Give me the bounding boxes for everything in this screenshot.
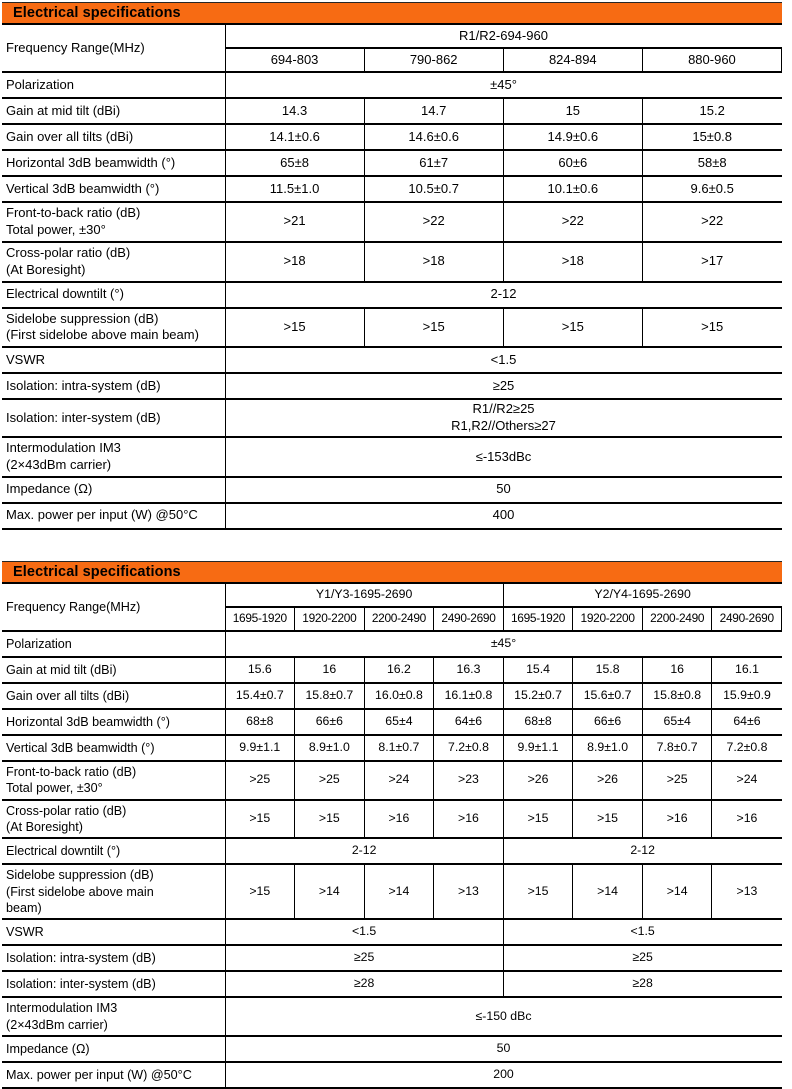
spec-value-cell: 15: [503, 98, 642, 124]
spec-value-cell: >22: [503, 202, 642, 242]
spec-value-cell: <1.5: [503, 919, 781, 945]
spec-value-cell: >26: [573, 761, 643, 800]
spec-value-cell: ≥25: [225, 373, 782, 399]
spec-row: [2, 373, 782, 399]
spec-value-cell: 200: [225, 1062, 782, 1088]
row-label: Vertical 3dB beamwidth (°): [2, 176, 225, 202]
spec-value-cell: 2-12: [225, 282, 782, 308]
spec-value-cell: 16.3: [434, 657, 504, 683]
spec-value-cell: 58±8: [642, 150, 781, 176]
frequency-subrange-cell: 880-960: [642, 48, 781, 72]
spec-value-cell: 16.1: [712, 657, 782, 683]
row-label: Impedance (Ω): [2, 1036, 225, 1062]
spec-row: [2, 437, 782, 477]
row-label: Electrical downtilt (°): [2, 838, 225, 864]
row-label: Horizontal 3dB beamwidth (°): [2, 150, 225, 176]
spec-row: [2, 838, 782, 864]
spec-row: [2, 399, 782, 437]
electrical-specifications-section-1: [2, 2, 782, 530]
spec-value-cell: 16.1±0.8: [434, 683, 504, 709]
frequency-group-cell: R1/R2-694-960: [225, 25, 782, 48]
spec-value-cell: >15: [364, 308, 503, 348]
frequency-subrange-cell: 1695-1920: [503, 607, 573, 631]
spec-value-cell: 8.1±0.7: [364, 735, 434, 761]
spec-row: [2, 945, 782, 971]
electrical-spec-table-low-band: [2, 25, 782, 530]
spec-value-cell: 16.0±0.8: [364, 683, 434, 709]
row-label: Electrical downtilt (°): [2, 282, 225, 308]
spec-value-cell: 15.9±0.9: [712, 683, 782, 709]
spec-value-cell: <1.5: [225, 919, 503, 945]
spec-value-cell: <1.5: [225, 347, 782, 373]
spec-value-cell: 9.9±1.1: [503, 735, 573, 761]
row-label: Isolation: intra-system (dB): [2, 945, 225, 971]
spec-value-cell: >14: [642, 864, 712, 919]
spec-value-cell: 15.4: [503, 657, 573, 683]
spec-value-cell: 16: [295, 657, 365, 683]
spec-row: [2, 919, 782, 945]
spec-value-cell: 9.9±1.1: [225, 735, 295, 761]
spec-value-cell: 15.6±0.7: [573, 683, 643, 709]
spec-value-cell: 64±6: [434, 709, 504, 735]
row-label: Vertical 3dB beamwidth (°): [2, 735, 225, 761]
spec-value-cell: >15: [295, 800, 365, 839]
section-title-bar: [2, 2, 782, 25]
spec-value-cell: ≤-150 dBc: [225, 997, 782, 1036]
spec-value-cell: 15.8±0.8: [642, 683, 712, 709]
spec-value-cell: 50: [225, 1036, 782, 1062]
row-label: Front-to-back ratio (dB) Total power, ±30°: [2, 761, 225, 800]
spec-value-cell: ≥28: [225, 971, 503, 997]
spec-value-cell: 66±6: [573, 709, 643, 735]
spec-value-cell: 68±8: [503, 709, 573, 735]
row-label: Front-to-back ratio (dB) Total power, ±30°: [2, 202, 225, 242]
spec-value-cell: 8.9±1.0: [295, 735, 365, 761]
spec-value-cell: 7.2±0.8: [434, 735, 504, 761]
spec-value-cell: 2-12: [225, 838, 503, 864]
spec-value-cell: ±45°: [225, 72, 782, 98]
spec-value-cell: >15: [503, 308, 642, 348]
spec-value-cell: 7.8±0.7: [642, 735, 712, 761]
spec-value-cell: 10.5±0.7: [364, 176, 503, 202]
spec-row: [2, 72, 782, 98]
electrical-specifications-section-2: [2, 561, 782, 1089]
spec-row: [2, 1036, 782, 1062]
row-label: Isolation: intra-system (dB): [2, 373, 225, 399]
frequency-subrange-cell: 2200-2490: [642, 607, 712, 631]
section-title: Electrical specifications: [13, 5, 181, 21]
spec-value-cell: 61±7: [364, 150, 503, 176]
spec-value-cell: >26: [503, 761, 573, 800]
spec-value-cell: >16: [712, 800, 782, 839]
spec-row: [2, 800, 782, 839]
frequency-header-row: [2, 584, 782, 607]
row-label: Gain over all tilts (dBi): [2, 124, 225, 150]
spec-value-cell: 14.1±0.6: [225, 124, 364, 150]
spec-row: [2, 971, 782, 997]
spec-row: [2, 657, 782, 683]
electrical-spec-table-high-band: [2, 584, 782, 1089]
frequency-subrange-cell: 790-862: [364, 48, 503, 72]
spec-value-cell: >15: [573, 800, 643, 839]
spec-value-cell: 15.8±0.7: [295, 683, 365, 709]
spec-row: [2, 124, 782, 150]
spec-value-cell: ≥25: [503, 945, 781, 971]
spec-value-cell: 65±4: [364, 709, 434, 735]
spec-value-cell: >15: [503, 800, 573, 839]
spec-value-cell: 68±8: [225, 709, 295, 735]
frequency-subrange-cell: 1920-2200: [295, 607, 365, 631]
spec-value-cell: ≥25: [225, 945, 503, 971]
spec-value-cell: 2-12: [503, 838, 781, 864]
spec-value-cell: 15.4±0.7: [225, 683, 295, 709]
spec-value-cell: >25: [295, 761, 365, 800]
row-label: Isolation: inter-system (dB): [2, 971, 225, 997]
spec-value-cell: ≤-153dBc: [225, 437, 782, 477]
spec-value-cell: 400: [225, 503, 782, 529]
spec-value-cell: >14: [364, 864, 434, 919]
spec-row: [2, 864, 782, 919]
row-label: Gain over all tilts (dBi): [2, 683, 225, 709]
row-label: Cross-polar ratio (dB) (At Boresight): [2, 800, 225, 839]
spec-row: [2, 150, 782, 176]
spec-row: [2, 176, 782, 202]
spec-value-cell: >13: [434, 864, 504, 919]
spec-value-cell: >15: [225, 800, 295, 839]
spec-value-cell: >18: [503, 242, 642, 282]
spec-value-cell: >14: [573, 864, 643, 919]
spec-value-cell: >15: [503, 864, 573, 919]
spec-row: [2, 735, 782, 761]
spec-value-cell: 64±6: [712, 709, 782, 735]
frequency-group-cell: Y2/Y4-1695-2690: [503, 584, 781, 607]
row-label-frequency-range: Frequency Range(MHz): [2, 584, 225, 631]
spec-row: [2, 202, 782, 242]
frequency-subrange-cell: 2490-2690: [434, 607, 504, 631]
spec-value-cell: >25: [225, 761, 295, 800]
section-title-bar: [2, 561, 782, 584]
spec-value-cell: 15.2±0.7: [503, 683, 573, 709]
spec-value-cell: ≥28: [503, 971, 781, 997]
row-label: Gain at mid tilt (dBi): [2, 657, 225, 683]
spec-value-cell: >13: [712, 864, 782, 919]
spec-row: [2, 98, 782, 124]
spec-value-cell: 9.6±0.5: [642, 176, 781, 202]
row-label: Max. power per input (W) @50°C: [2, 1062, 225, 1088]
spec-value-cell: >22: [642, 202, 781, 242]
row-label: Max. power per input (W) @50°C: [2, 503, 225, 529]
row-label: Sidelobe suppression (dB) (First sidelobe above main beam): [2, 864, 225, 919]
row-label-frequency-range: Frequency Range(MHz): [2, 25, 225, 72]
spec-value-cell: 16: [642, 657, 712, 683]
row-label: Impedance (Ω): [2, 477, 225, 503]
row-label: Gain at mid tilt (dBi): [2, 98, 225, 124]
spec-value-cell: >14: [295, 864, 365, 919]
spec-value-cell: 66±6: [295, 709, 365, 735]
spec-value-cell: 8.9±1.0: [573, 735, 643, 761]
spec-row: [2, 761, 782, 800]
spec-row: [2, 709, 782, 735]
spec-value-cell: 14.6±0.6: [364, 124, 503, 150]
spec-value-cell: 11.5±1.0: [225, 176, 364, 202]
spec-value-cell: 14.3: [225, 98, 364, 124]
spec-value-cell: >17: [642, 242, 781, 282]
spec-value-cell: 15±0.8: [642, 124, 781, 150]
spec-value-cell: ±45°: [225, 631, 782, 657]
spec-row: [2, 347, 782, 373]
row-label: VSWR: [2, 919, 225, 945]
spec-value-cell: >18: [225, 242, 364, 282]
spec-row: [2, 631, 782, 657]
spec-row: [2, 282, 782, 308]
datasheet-sheet: [2, 2, 782, 1089]
spec-value-cell: >16: [434, 800, 504, 839]
spec-value-cell: 15.6: [225, 657, 295, 683]
frequency-subrange-cell: 2490-2690: [712, 607, 782, 631]
row-label: Polarization: [2, 631, 225, 657]
row-label: Isolation: inter-system (dB): [2, 399, 225, 437]
frequency-subrange-cell: 1920-2200: [573, 607, 643, 631]
spec-row: [2, 477, 782, 503]
spec-value-cell: 14.7: [364, 98, 503, 124]
frequency-subrange-cell: 2200-2490: [364, 607, 434, 631]
spec-value-cell: 65±8: [225, 150, 364, 176]
spec-row: [2, 683, 782, 709]
spec-value-cell: 16.2: [364, 657, 434, 683]
spec-row: [2, 1062, 782, 1088]
spec-value-cell: >23: [434, 761, 504, 800]
spec-value-cell: >16: [642, 800, 712, 839]
row-label: VSWR: [2, 347, 225, 373]
spec-value-cell: 60±6: [503, 150, 642, 176]
frequency-subrange-cell: 824-894: [503, 48, 642, 72]
spec-value-cell: >21: [225, 202, 364, 242]
frequency-subrange-cell: 694-803: [225, 48, 364, 72]
spec-value-cell: 14.9±0.6: [503, 124, 642, 150]
spec-value-cell: 65±4: [642, 709, 712, 735]
frequency-header-row: [2, 25, 782, 48]
spec-value-cell: 10.1±0.6: [503, 176, 642, 202]
spec-value-cell: >18: [364, 242, 503, 282]
spec-row: [2, 997, 782, 1036]
spec-value-cell: >24: [364, 761, 434, 800]
frequency-subrange-cell: 1695-1920: [225, 607, 295, 631]
spec-value-cell: >15: [225, 308, 364, 348]
spec-value-cell: >15: [225, 864, 295, 919]
spec-value-cell: >16: [364, 800, 434, 839]
frequency-group-cell: Y1/Y3-1695-2690: [225, 584, 503, 607]
row-label: Cross-polar ratio (dB) (At Boresight): [2, 242, 225, 282]
spec-value-cell: >15: [642, 308, 781, 348]
spec-row: [2, 308, 782, 348]
spec-value-cell: 15.2: [642, 98, 781, 124]
spec-value-cell: >25: [642, 761, 712, 800]
spec-value-cell: 15.8: [573, 657, 643, 683]
row-label: Sidelobe suppression (dB) (First sidelobe above main beam): [2, 308, 225, 348]
spec-value-cell: >24: [712, 761, 782, 800]
spec-row: [2, 503, 782, 529]
section-title: Electrical specifications: [13, 563, 181, 580]
row-label: Intermodulation IM3 (2×43dBm carrier): [2, 437, 225, 477]
spec-value-cell: 50: [225, 477, 782, 503]
spec-row: [2, 242, 782, 282]
row-label: Intermodulation IM3 (2×43dBm carrier): [2, 997, 225, 1036]
spec-value-cell: R1//R2≥25 R1,R2//Others≥27: [225, 399, 782, 437]
spec-value-cell: >22: [364, 202, 503, 242]
row-label: Polarization: [2, 72, 225, 98]
row-label: Horizontal 3dB beamwidth (°): [2, 709, 225, 735]
spec-value-cell: 7.2±0.8: [712, 735, 782, 761]
